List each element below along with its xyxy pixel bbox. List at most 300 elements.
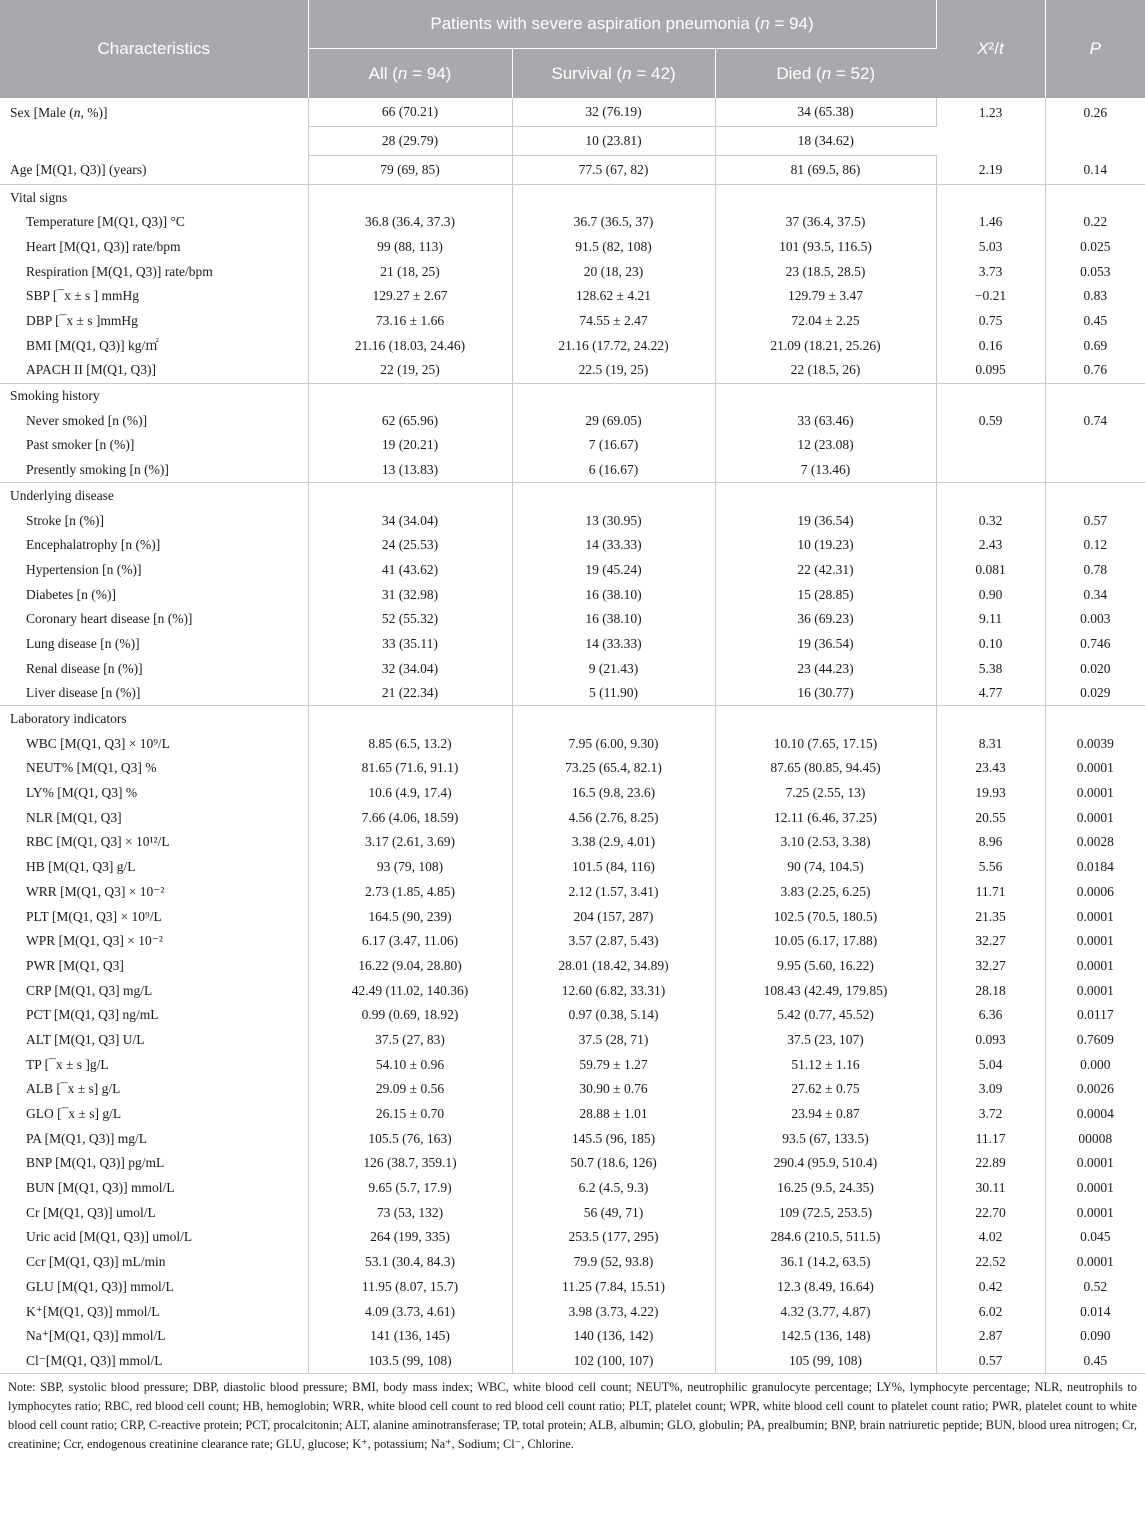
- table-cell: 0.0039: [1076, 735, 1114, 751]
- table-cell: 28.01 (18.42, 34.89): [512, 953, 715, 978]
- row-label: Cr [M(Q1, Q3)] umol/L: [0, 1200, 308, 1225]
- group-title: Laboratory indicators: [0, 706, 308, 731]
- table-cell: 10 (23.81): [512, 127, 715, 156]
- empty-cell: [308, 185, 512, 210]
- table-cell: 16 (30.77): [715, 681, 936, 706]
- row-label: PLT [M(Q1, Q3] × 10⁹/L: [0, 904, 308, 929]
- table-row: [0, 631, 1145, 656]
- row-label: Stroke [n (%)]: [0, 508, 308, 533]
- table-cell: 22 (42.31): [715, 557, 936, 582]
- table-cell: 3.98 (3.73, 4.22): [512, 1299, 715, 1324]
- table-cell: 20 (18, 23): [512, 259, 715, 284]
- table-cell: 9.11: [936, 607, 1045, 632]
- table-cell: 32 (76.19): [512, 98, 715, 127]
- table-cell: 0.095: [936, 358, 1045, 383]
- table-cell: 27.62 ± 0.75: [715, 1077, 936, 1102]
- table-row: [0, 458, 1145, 483]
- table-cell: 128.62 ± 4.21: [512, 284, 715, 309]
- table-cell: 62 (65.96): [308, 408, 512, 433]
- table-cell: 3.83 (2.25, 6.25): [715, 879, 936, 904]
- table-row: [0, 1077, 1145, 1102]
- empty-cell: [512, 185, 715, 210]
- row-label: PCT [M(Q1, Q3] ng/mL: [0, 1003, 308, 1028]
- table-row: [0, 1225, 1145, 1250]
- table-cell: 3.57 (2.87, 5.43): [512, 929, 715, 954]
- table-cell: 26.15 ± 0.70: [308, 1101, 512, 1126]
- table-cell: 34 (65.38): [715, 98, 936, 127]
- table-cell: 11.71: [936, 879, 1045, 904]
- empty-cell: [936, 185, 1045, 210]
- table-cell: 0.0001: [1076, 809, 1114, 825]
- table-cell: 2.19: [936, 156, 1045, 185]
- table-cell: 30.11: [936, 1176, 1045, 1201]
- table-cell: 23 (18.5, 28.5): [715, 259, 936, 284]
- table-cell: [1045, 433, 1145, 458]
- table-cell: 16.5 (9.8, 23.6): [512, 781, 715, 806]
- header-stat: X²/t: [936, 0, 1045, 98]
- row-label: LY% [M(Q1, Q3] %: [0, 781, 308, 806]
- table-cell: 24 (25.53): [308, 533, 512, 558]
- table-cell: 15 (28.85): [715, 582, 936, 607]
- row-label: Hypertension [n (%)]: [0, 557, 308, 582]
- table-row: [0, 953, 1145, 978]
- row-label: Presently smoking [n (%)]: [0, 458, 308, 483]
- row-label: BNP [M(Q1, Q3)] pg/mL: [0, 1151, 308, 1176]
- table-cell: 11.17: [936, 1126, 1045, 1151]
- empty-cell: [715, 706, 936, 731]
- table-cell: 90 (74, 104.5): [715, 855, 936, 880]
- table-row: [0, 259, 1145, 284]
- row-label: ALB [¯x ± s] g/L: [0, 1077, 308, 1102]
- table-cell: 28 (29.79): [308, 127, 512, 156]
- table-cell: 0.090: [1080, 1328, 1111, 1344]
- table-row: [0, 656, 1145, 681]
- table-cell: 19 (20.21): [308, 433, 512, 458]
- row-label: Liver disease [n (%)]: [0, 681, 308, 706]
- header-p: P: [1045, 0, 1145, 98]
- table-cell: 3.17 (2.61, 3.69): [308, 830, 512, 855]
- table-cell: 34 (34.04): [308, 508, 512, 533]
- table-cell: 10 (19.23): [715, 533, 936, 558]
- table-cell: 29 (69.05): [512, 408, 715, 433]
- table-cell: 9.65 (5.7, 17.9): [308, 1176, 512, 1201]
- table-cell: 6.02: [936, 1299, 1045, 1324]
- table-cell: 12.3 (8.49, 16.64): [715, 1274, 936, 1299]
- table-cell: 0.14: [1045, 156, 1145, 185]
- table-row: [0, 582, 1145, 607]
- table-row: [0, 156, 1145, 185]
- table-cell: 6.17 (3.47, 11.06): [308, 929, 512, 954]
- empty-cell: [715, 185, 936, 210]
- row-label: GLO [¯x ± s] g/L: [0, 1101, 308, 1126]
- group-header-row: [0, 383, 1145, 408]
- table-cell: 59.79 ± 1.27: [512, 1052, 715, 1077]
- empty-cell: [512, 383, 715, 408]
- table-cell: 72.04 ± 2.25: [715, 308, 936, 333]
- table-cell: 290.4 (95.9, 510.4): [715, 1151, 936, 1176]
- table-cell: 19 (36.54): [715, 508, 936, 533]
- table-cell: 53.1 (30.4, 84.3): [308, 1250, 512, 1275]
- row-label: DBP [¯x ± s ]mmHg: [0, 308, 308, 333]
- table-cell: 13 (30.95): [512, 508, 715, 533]
- row-label: Past smoker [n (%)]: [0, 433, 308, 458]
- empty-cell: [715, 483, 936, 508]
- table-row: [0, 557, 1145, 582]
- table-cell: 52 (55.32): [308, 607, 512, 632]
- table-cell: 0.0001: [1076, 1155, 1114, 1171]
- table-cell: 79 (69, 85): [308, 156, 512, 185]
- table-cell: 00008: [1078, 1130, 1113, 1146]
- table-cell: 99 (88, 113): [308, 234, 512, 259]
- row-label: Na⁺[M(Q1, Q3)] mmol/L: [0, 1324, 308, 1349]
- table-cell: 81 (69.5, 86): [715, 156, 936, 185]
- table-cell: 21 (18, 25): [308, 259, 512, 284]
- table-row: [0, 210, 1145, 235]
- table-cell: 0.053: [1080, 263, 1111, 279]
- table-row: [0, 1052, 1145, 1077]
- table-cell: 5.56: [936, 855, 1045, 880]
- table-cell: 28.18: [936, 978, 1045, 1003]
- table-cell: 74.55 ± 2.47: [512, 308, 715, 333]
- empty-cell: [1045, 706, 1145, 731]
- table-cell: 2.73 (1.85, 4.85): [308, 879, 512, 904]
- row-label: HB [M(Q1, Q3] g/L: [0, 855, 308, 880]
- row-label: Age [M(Q1, Q3)] (years): [0, 156, 308, 185]
- table-cell: 12 (23.08): [715, 433, 936, 458]
- table-cell: 0.74: [1083, 412, 1108, 428]
- table-cell: 93.5 (67, 133.5): [715, 1126, 936, 1151]
- table-cell: 29.09 ± 0.56: [308, 1077, 512, 1102]
- table-row: [0, 234, 1145, 259]
- table-cell: 30.90 ± 0.76: [512, 1077, 715, 1102]
- table-cell: 22.5 (19, 25): [512, 358, 715, 383]
- empty-cell: [512, 706, 715, 731]
- table-cell: 22.89: [936, 1151, 1045, 1176]
- table-cell: 16.25 (9.5, 24.35): [715, 1176, 936, 1201]
- table-row: [0, 1200, 1145, 1225]
- table-note: Note: SBP, systolic blood pressure; DBP, diastolic blood pressure; BMI, body mass index; WBC, white blood cell count; NEUT%, neutrophilic granulocyte percentage; LY%, lymphocyte percentage; NLR, neutrophils to lymphocytes ratio; RBC, red blood cell count; HB, hemoglobin; WRR, white blood cell count to red blood cell count ratio; PLT, platelet count; WPR, white blood cell count to platelet count ratio; PWR, platelet count to white blood cell count ratio; CRP, C-reactive protein; PCT, procalcitonin; ALT, alanine aminotransferase; TP, total protein; ALB, albumin; GLO, globulin; PA, prealbumin; BNP, brain natriuretic peptide; BUN, blood urea nitrogen; Cr, creatinine; Ccr, endogenous creatinine clearance rate; GLU, glucose; K⁺, potassium; Na⁺, Sodium; Cl⁻, Chlorine.: [8, 1380, 1137, 1451]
- table-cell: 0.99 (0.69, 18.92): [308, 1003, 512, 1028]
- group-title: Vital signs: [0, 185, 308, 210]
- table-cell: 91.5 (82, 108): [512, 234, 715, 259]
- table-cell: 103.5 (99, 108): [308, 1348, 512, 1373]
- table-cell: 7.25 (2.55, 13): [715, 781, 936, 806]
- header-characteristics: Characteristics: [0, 0, 308, 98]
- table-cell: 33 (35.11): [308, 631, 512, 656]
- table-row: [0, 508, 1145, 533]
- table-row: [0, 308, 1145, 333]
- table-cell: 126 (38.7, 359.1): [308, 1151, 512, 1176]
- table-cell: 264 (199, 335): [308, 1225, 512, 1250]
- table-cell: 36 (69.23): [715, 607, 936, 632]
- table-row: [0, 904, 1145, 929]
- row-label: WPR [M(Q1, Q3] × 10⁻²: [0, 929, 308, 954]
- table-cell: 13 (13.83): [308, 458, 512, 483]
- row-label: Coronary heart disease [n (%)]: [0, 607, 308, 632]
- table-cell: 23.94 ± 0.87: [715, 1101, 936, 1126]
- header-died: Died (n = 52): [715, 49, 936, 99]
- table-cell: 36.7 (36.5, 37): [512, 210, 715, 235]
- table-row: [0, 978, 1145, 1003]
- table-row: [0, 781, 1145, 806]
- table-cell: 12.11 (6.46, 37.25): [715, 805, 936, 830]
- table-cell: 36.1 (14.2, 63.5): [715, 1250, 936, 1275]
- table-cell: 0.081: [936, 557, 1045, 582]
- table-cell: 0.22: [1083, 214, 1108, 230]
- row-label: Heart [M(Q1, Q3)] rate/bpm: [0, 234, 308, 259]
- row-label: Cl⁻[M(Q1, Q3)] mmol/L: [0, 1348, 308, 1373]
- table-cell: 4.09 (3.73, 4.61): [308, 1299, 512, 1324]
- row-label: GLU [M(Q1, Q3)] mmol/L: [0, 1274, 308, 1299]
- table-cell: 109 (72.5, 253.5): [715, 1200, 936, 1225]
- table-cell: 0.0001: [1076, 1180, 1114, 1196]
- table-cell: 0.0117: [1076, 1007, 1114, 1023]
- table-cell: 9.95 (5.60, 16.22): [715, 953, 936, 978]
- table-cell: 28.88 ± 1.01: [512, 1101, 715, 1126]
- row-label: Lung disease [n (%)]: [0, 631, 308, 656]
- table-cell: 5.38: [936, 656, 1045, 681]
- table-cell: 5.03: [936, 234, 1045, 259]
- table-cell: 0.57: [1083, 512, 1108, 528]
- row-label: K⁺[M(Q1, Q3)] mmol/L: [0, 1299, 308, 1324]
- table-cell: 19 (36.54): [715, 631, 936, 656]
- table-cell: 93 (79, 108): [308, 855, 512, 880]
- header-all: All (n = 94): [308, 49, 512, 99]
- table-row: [0, 284, 1145, 309]
- table-row: [0, 929, 1145, 954]
- table-cell: 16 (38.10): [512, 607, 715, 632]
- table-cell: 56 (49, 71): [512, 1200, 715, 1225]
- table-cell: 0.57: [936, 1348, 1045, 1373]
- table-cell: 19.93: [936, 781, 1045, 806]
- group-header-row: [0, 185, 1145, 210]
- row-label: Renal disease [n (%)]: [0, 656, 308, 681]
- table-cell: 0.045: [1080, 1229, 1111, 1245]
- table-cell: 79.9 (52, 93.8): [512, 1250, 715, 1275]
- row-label: Encephalatrophy [n (%)]: [0, 533, 308, 558]
- table-cell: 7 (16.67): [512, 433, 715, 458]
- empty-cell: [308, 483, 512, 508]
- table-cell: 0.52: [1083, 1278, 1108, 1294]
- row-label: BMI [M(Q1, Q3)] kg/㎡: [0, 333, 308, 358]
- table-cell: −0.21: [936, 284, 1045, 309]
- table-cell: 145.5 (96, 185): [512, 1126, 715, 1151]
- table-cell: 36.8 (36.4, 37.3): [308, 210, 512, 235]
- table-cell: 0.42: [936, 1274, 1045, 1299]
- table-cell: 5.42 (0.77, 45.52): [715, 1003, 936, 1028]
- empty-cell: [1045, 185, 1145, 210]
- table-cell: 20.55: [936, 805, 1045, 830]
- table-cell: 11.95 (8.07, 15.7): [308, 1274, 512, 1299]
- table-cell: 1.46: [936, 210, 1045, 235]
- table-row: [0, 681, 1145, 706]
- table-row: [0, 433, 1145, 458]
- table-cell: [936, 458, 1045, 483]
- row-label: RBC [M(Q1, Q3] × 10¹²/L: [0, 830, 308, 855]
- table-cell: 14 (33.33): [512, 533, 715, 558]
- table-row: [0, 731, 1145, 756]
- table-cell: 4.77: [936, 681, 1045, 706]
- table-cell: 87.65 (80.85, 94.45): [715, 756, 936, 781]
- table-row: [0, 408, 1145, 433]
- table-cell: 0.76: [1045, 358, 1145, 383]
- table-cell: 2.87: [936, 1324, 1045, 1349]
- empty-cell: [936, 483, 1045, 508]
- table-cell: 73 (53, 132): [308, 1200, 512, 1225]
- table-cell: 0.020: [1080, 660, 1111, 676]
- table-cell: 4.02: [936, 1225, 1045, 1250]
- table-row: [0, 855, 1145, 880]
- table-cell: 5.04: [936, 1052, 1045, 1077]
- table-cell: 0.0184: [1076, 859, 1114, 875]
- table-cell: 0.45: [1083, 313, 1108, 329]
- row-label: WBC [M(Q1, Q3] × 10⁹/L: [0, 731, 308, 756]
- table-row: [0, 533, 1145, 558]
- table-cell: 54.10 ± 0.96: [308, 1052, 512, 1077]
- table-cell: 0.16: [936, 333, 1045, 358]
- table-cell: 37.5 (23, 107): [715, 1027, 936, 1052]
- table-cell: 7.66 (4.06, 18.59): [308, 805, 512, 830]
- table-cell: 9 (21.43): [512, 656, 715, 681]
- table-cell: 11.25 (7.84, 15.51): [512, 1274, 715, 1299]
- table-row: [0, 1176, 1145, 1201]
- table-cell: 129.79 ± 3.47: [715, 284, 936, 309]
- table-cell: 0.025: [1080, 238, 1111, 254]
- row-label: Uric acid [M(Q1, Q3)] umol/L: [0, 1225, 308, 1250]
- table-cell: 108.43 (42.49, 179.85): [715, 978, 936, 1003]
- table-cell: 0.0001: [1076, 908, 1114, 924]
- table-cell: 0.59: [936, 408, 1045, 433]
- table-row: [0, 1003, 1145, 1028]
- group-title: Underlying disease: [0, 483, 308, 508]
- table-cell: 0.0001: [1076, 1204, 1114, 1220]
- table-row: [0, 1101, 1145, 1126]
- table-cell: 105 (99, 108): [715, 1348, 936, 1373]
- table-cell: 0.0006: [1076, 883, 1114, 899]
- row-label: NLR [M(Q1, Q3]: [0, 805, 308, 830]
- header-survival: Survival (n = 42): [512, 49, 715, 99]
- table-cell: 0.78: [1083, 561, 1108, 577]
- table-cell: 42.49 (11.02, 140.36): [308, 978, 512, 1003]
- table-cell: 284.6 (210.5, 511.5): [715, 1225, 936, 1250]
- table-cell: 12.60 (6.82, 33.31): [512, 978, 715, 1003]
- table-cell: 4.32 (3.77, 4.87): [715, 1299, 936, 1324]
- table-cell: 0.75: [936, 308, 1045, 333]
- header-group-title: Patients with severe aspiration pneumonia (n = 94): [308, 0, 936, 49]
- row-label: WRR [M(Q1, Q3] × 10⁻²: [0, 879, 308, 904]
- table-cell: 105.5 (76, 163): [308, 1126, 512, 1151]
- table-cell: 8.31: [936, 731, 1045, 756]
- table-cell: 16 (38.10): [512, 582, 715, 607]
- table-cell: 0.093: [936, 1027, 1045, 1052]
- row-label: BUN [M(Q1, Q3)] mmol/L: [0, 1176, 308, 1201]
- table-row: [0, 805, 1145, 830]
- table-cell: 32.27: [936, 929, 1045, 954]
- table-cell: 7 (13.46): [715, 458, 936, 483]
- table-row: [0, 333, 1145, 358]
- table-cell: 21.16 (17.72, 24.22): [512, 333, 715, 358]
- table-cell: 0.0028: [1076, 834, 1114, 850]
- table-cell: 31 (32.98): [308, 582, 512, 607]
- table-cell: 141 (136, 145): [308, 1324, 512, 1349]
- row-label: Respiration [M(Q1, Q3)] rate/bpm: [0, 259, 308, 284]
- table-cell: 6.2 (4.5, 9.3): [512, 1176, 715, 1201]
- table-cell: 102.5 (70.5, 180.5): [715, 904, 936, 929]
- table-cell: 140 (136, 142): [512, 1324, 715, 1349]
- table-cell: 0.029: [1045, 681, 1145, 706]
- table-cell: 14 (33.33): [512, 631, 715, 656]
- table-cell: 32.27: [936, 953, 1045, 978]
- table-cell: 6.36: [936, 1003, 1045, 1028]
- group-title: Smoking history: [0, 383, 308, 408]
- table-cell: 33 (63.46): [715, 408, 936, 433]
- table-row: [0, 1027, 1145, 1052]
- table-cell: 0.746: [1080, 635, 1111, 651]
- row-label: ALT [M(Q1, Q3] U/L: [0, 1027, 308, 1052]
- table-cell: 77.5 (67, 82): [512, 156, 715, 185]
- table-cell: 0.014: [1080, 1303, 1111, 1319]
- table-cell: 0.000: [1080, 1056, 1111, 1072]
- table-cell: 3.09: [936, 1077, 1045, 1102]
- table-cell: 0.0001: [1076, 1254, 1114, 1270]
- empty-cell: [1045, 383, 1145, 408]
- table-row: [0, 830, 1145, 855]
- table-cell: 16.22 (9.04, 28.80): [308, 953, 512, 978]
- table-row: [0, 98, 1145, 127]
- empty-cell: [715, 383, 936, 408]
- table-cell: 0.7609: [1076, 1031, 1114, 1047]
- table-cell: 0.0001: [1076, 957, 1114, 973]
- table-cell: 66 (70.21): [308, 98, 512, 127]
- row-label: APACH II [M(Q1, Q3)]: [0, 358, 308, 383]
- row-label: SBP [¯x ± s ] mmHg: [0, 284, 308, 309]
- table-cell: 21 (22.34): [308, 681, 512, 706]
- table-cell: 37.5 (27, 83): [308, 1027, 512, 1052]
- table-cell: 0.97 (0.38, 5.14): [512, 1003, 715, 1028]
- row-label: PWR [M(Q1, Q3]: [0, 953, 308, 978]
- table-row: [0, 1151, 1145, 1176]
- table-row: [0, 1274, 1145, 1299]
- table-cell: 3.38 (2.9, 4.01): [512, 830, 715, 855]
- table-cell: 2.43: [936, 533, 1045, 558]
- table-cell: 1.23: [936, 98, 1045, 156]
- table-cell: 21.35: [936, 904, 1045, 929]
- table-cell: 51.12 ± 1.16: [715, 1052, 936, 1077]
- row-label: CRP [M(Q1, Q3] mg/L: [0, 978, 308, 1003]
- table-cell: [936, 433, 1045, 458]
- table-cell: 0.003: [1080, 611, 1111, 627]
- table-cell: 0.0026: [1076, 1081, 1114, 1097]
- table-cell: 253.5 (177, 295): [512, 1225, 715, 1250]
- table-cell: 23.43: [936, 756, 1045, 781]
- table-cell: 73.16 ± 1.66: [308, 308, 512, 333]
- table-cell: 101 (93.5, 116.5): [715, 234, 936, 259]
- table-row: [0, 1348, 1145, 1373]
- table-cell: 8.96: [936, 830, 1045, 855]
- table-cell: 19 (45.24): [512, 557, 715, 582]
- empty-cell: [936, 383, 1045, 408]
- empty-cell: [512, 483, 715, 508]
- row-label: TP [¯x ± s ]g/L: [0, 1052, 308, 1077]
- table-cell: 10.05 (6.17, 17.88): [715, 929, 936, 954]
- table-cell: 102 (100, 107): [512, 1348, 715, 1373]
- table-cell: 0.10: [936, 631, 1045, 656]
- table-cell: 23 (44.23): [715, 656, 936, 681]
- table-cell: 129.27 ± 2.67: [308, 284, 512, 309]
- table-cell: 81.65 (71.6, 91.1): [308, 756, 512, 781]
- table-cell: 37 (36.4, 37.5): [715, 210, 936, 235]
- table-row: [0, 1324, 1145, 1349]
